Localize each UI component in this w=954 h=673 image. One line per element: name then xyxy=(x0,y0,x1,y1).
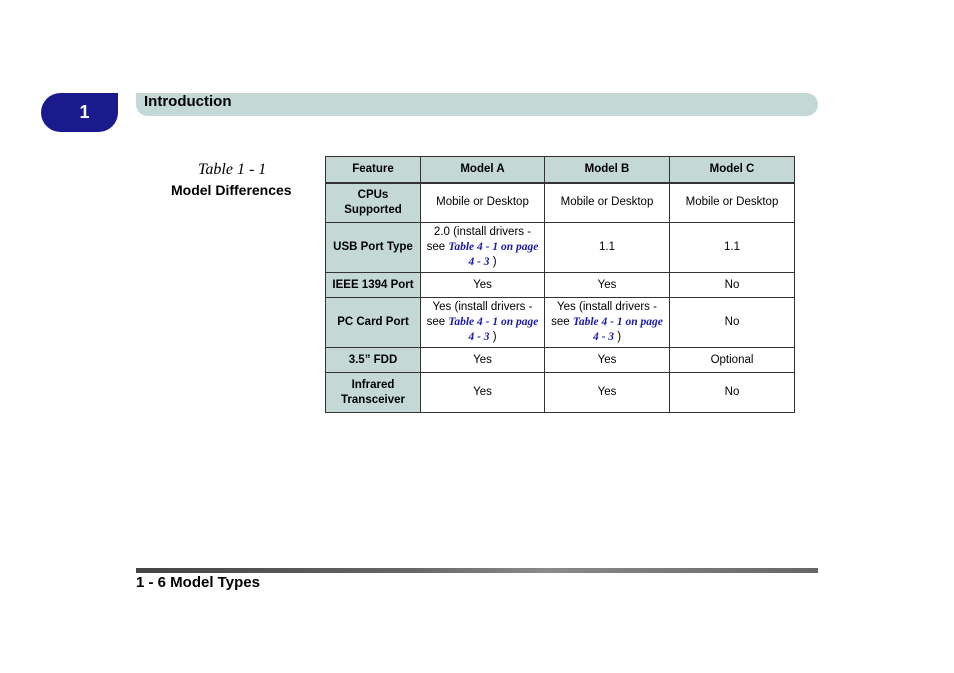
cell-model-a: Yes xyxy=(421,348,545,373)
cell-model-c: Mobile or Desktop xyxy=(670,183,795,223)
cell-model-a: Mobile or Desktop xyxy=(421,183,545,223)
row-feature: PC Card Port xyxy=(326,298,421,348)
cell-model-b xyxy=(545,298,670,348)
chapter-header-bar xyxy=(136,93,818,116)
cell-text: ) xyxy=(614,331,622,343)
table-caption: Model Differences xyxy=(171,182,292,198)
cell-text: ) xyxy=(489,331,497,343)
table-header-row xyxy=(326,157,795,183)
row-feature: Infrared Transceiver xyxy=(326,373,421,413)
table-row xyxy=(326,223,795,273)
cell-model-a xyxy=(421,223,545,273)
cell-model-b: Yes xyxy=(545,373,670,413)
cell-model-a: Yes xyxy=(421,373,545,413)
table-reference-link[interactable]: Table 4 - 1 on page 4 - 3 xyxy=(448,241,539,268)
cell-model-b: Mobile or Desktop xyxy=(545,183,670,223)
cell-text: Yes (install drivers - see xyxy=(551,301,657,328)
cell-text: ) xyxy=(489,256,497,268)
model-differences-table xyxy=(325,156,795,413)
header-feature: Feature xyxy=(326,157,421,183)
cell-model-b: Yes xyxy=(545,348,670,373)
cell-model-a: Yes xyxy=(421,273,545,298)
cell-model-c: No xyxy=(670,373,795,413)
row-feature: CPUs Supported xyxy=(326,183,421,223)
table-reference-link[interactable]: Table 4 - 1 on page 4 - 3 xyxy=(572,316,663,343)
table-row xyxy=(326,183,795,223)
row-feature: 3.5” FDD xyxy=(326,348,421,373)
cell-model-a xyxy=(421,298,545,348)
cell-model-c: Optional xyxy=(670,348,795,373)
row-feature: USB Port Type xyxy=(326,223,421,273)
cell-text: 2.0 (install drivers - see xyxy=(426,226,532,253)
cell-model-b: Yes xyxy=(545,273,670,298)
cell-text: Yes (install drivers - see xyxy=(426,301,533,328)
cell-model-b: 1.1 xyxy=(545,223,670,273)
footer-page-label: 1 - 6 Model Types xyxy=(136,574,260,591)
row-feature: IEEE 1394 Port xyxy=(326,273,421,298)
header-model-c: Model C xyxy=(670,157,795,183)
table-row xyxy=(326,273,795,298)
table-row xyxy=(326,373,795,413)
header-model-b: Model B xyxy=(545,157,670,183)
table-number: Table 1 - 1 xyxy=(198,161,267,178)
chapter-number: 1 xyxy=(79,102,90,122)
chapter-title: Introduction xyxy=(144,93,232,110)
table-row xyxy=(326,348,795,373)
table-row xyxy=(326,298,795,348)
footer-divider xyxy=(136,568,818,573)
cell-model-c: No xyxy=(670,273,795,298)
table-reference-link[interactable]: Table 4 - 1 on page 4 - 3 xyxy=(448,316,539,343)
chapter-number-tab xyxy=(41,93,118,132)
cell-model-c: 1.1 xyxy=(670,223,795,273)
cell-model-c: No xyxy=(670,298,795,348)
header-model-a: Model A xyxy=(421,157,545,183)
